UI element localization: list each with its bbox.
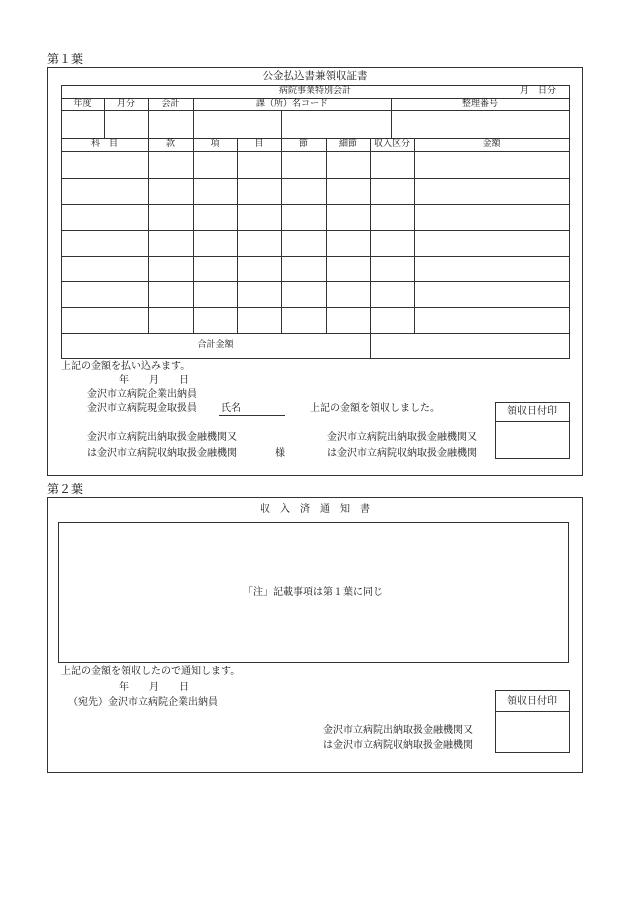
right-bank-line2: は金沢市立病院収納取扱金融機関 [327, 448, 477, 459]
col-kou: 項 [210, 139, 220, 149]
addressee: （宛先）金沢市立病院企業出納員 [68, 697, 218, 708]
section1-label: 第１葉 [47, 52, 84, 66]
form1-account: 病院事業特別会計 [278, 86, 351, 96]
col-kan: 款 [165, 139, 175, 149]
header-dept-code: 課（所）名コード [255, 99, 328, 109]
honorific: 様 [275, 448, 285, 459]
right-bank-line1: 金沢市立病院出納取扱金融機関又 [327, 432, 477, 443]
form2-note: 「注」記載事項は第１葉に同じ [243, 587, 383, 598]
form2-bank-line1: 金沢市立病院出納取扱金融機関又 [323, 725, 473, 736]
left-bank-line1: 金沢市立病院出納取扱金融機関又 [87, 432, 237, 443]
form2-title: 収 入 済 通 知 書 [260, 504, 370, 515]
name-label: 氏名 [221, 403, 241, 414]
form1-date-line: 年 月 日 [119, 375, 189, 386]
form1-title: 公金払込書兼領収証書 [262, 70, 368, 82]
notice-statement: 上記の金額を領収したので通知します。 [61, 666, 241, 677]
form2-bank-line2: は金沢市立病院収納取扱金融機関 [323, 740, 473, 751]
col-subject: 科 目 [90, 139, 118, 149]
header-fiscal-year: 年度 [73, 99, 92, 109]
col-moku: 目 [254, 139, 264, 149]
form2-stamp-label: 領収日付印 [507, 696, 557, 707]
col-setsu: 節 [298, 139, 308, 149]
header-month: 月分 [116, 99, 135, 109]
col-saisetsu: 細節 [338, 139, 357, 149]
payer-line2: 金沢市立病院現金取扱員 [87, 403, 197, 414]
receipt-statement: 上記の金額を領収しました。 [310, 403, 440, 414]
form1-month-day: 月 日分 [520, 86, 557, 96]
total-label: 合計金額 [197, 340, 234, 350]
form1-stamp-label: 領収日付印 [507, 406, 557, 417]
form2-date-line: 年 月 日 [119, 682, 189, 693]
col-income-class: 収入区分 [373, 139, 410, 149]
header-ref-number: 整理番号 [461, 99, 498, 109]
pay-statement: 上記の金額を払い込みます。 [61, 361, 191, 372]
payer-line1: 金沢市立病院企業出納員 [87, 389, 197, 400]
section2-label: 第２葉 [47, 482, 84, 496]
col-amount: 金額 [482, 139, 501, 149]
left-bank-line2: は金沢市立病院収納取扱金融機関 [87, 448, 237, 459]
header-account: 会計 [161, 99, 180, 109]
